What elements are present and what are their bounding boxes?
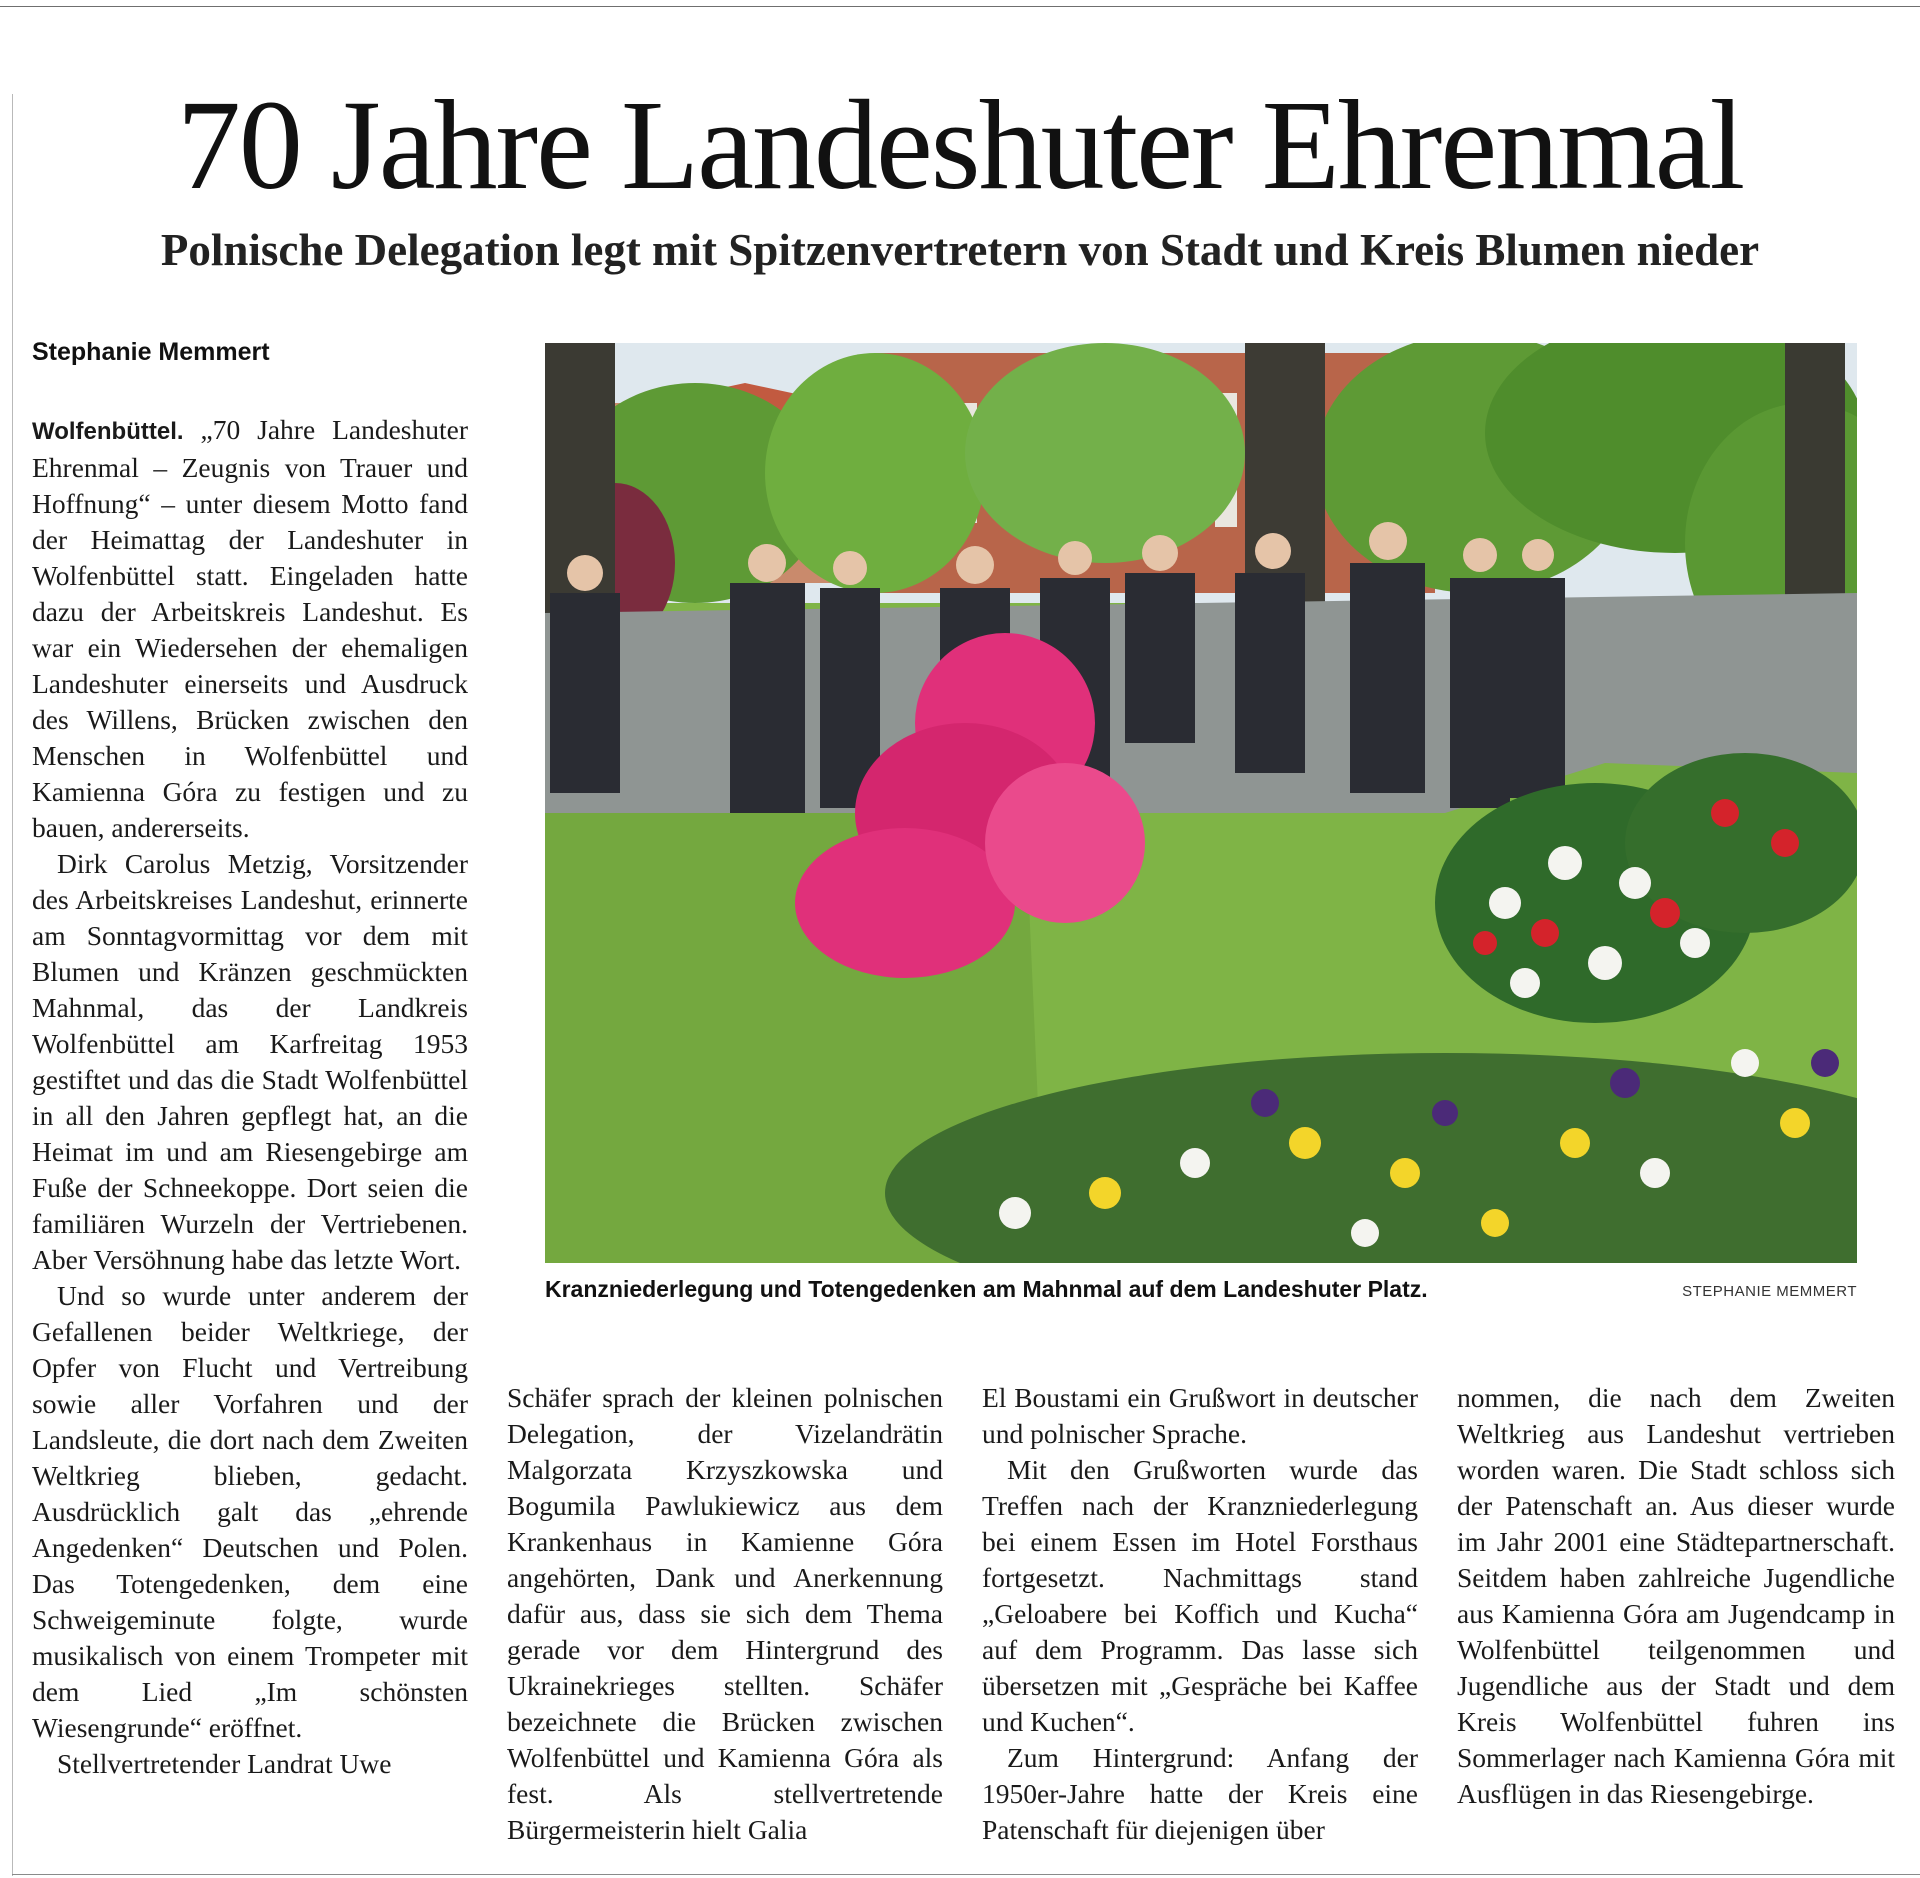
top-rule	[0, 6, 1920, 7]
subheadline: Polnische Delegation legt mit Spitzenvertretern von Stadt und Kreis Blumen nieder	[160, 225, 1760, 275]
paragraph: Zum Hintergrund: Anfang der 1950er-Jahre hatte der Kreis eine Patenschaft für diejenigen über	[982, 1742, 1418, 1845]
article-photo	[545, 343, 1857, 1263]
paragraph: Mit den Grußworten wurde das Treffen nach der Kranzniederlegung bei einem Essen im Hotel Forsthaus fortgesetzt. Nachmittags stand „Geloabere bei Koffich und Kucha“ auf dem Programm. Das lasse sich übersetzen mit „Gespräche bei Kaffee und Kuchen“.	[982, 1454, 1418, 1737]
dateline: Wolfenbüttel.	[32, 418, 184, 445]
column-rule	[12, 94, 13, 1876]
paragraph: El Boustami ein Grußwort in deutscher und polnischer Sprache.	[982, 1382, 1418, 1449]
paragraph: Dirk Carolus Metzig, Vorsitzender des Arbeitskreises Landeshut, erinnerte am Sonntagvormittag vor dem mit Blumen und Kränzen geschmückten Mahnmal, das der Landkreis Wolfenbüttel am Karfreitag 1953 gestiftet und das die Stadt Wolfenbüttel in all den Jahren gepflegt hat, an die Heimat im und am Riesengebirge am Fuße der Schneekoppe. Dort seien die familiären Wurzeln der Vertriebenen. Aber Versöhnung habe das letzte Wort.	[32, 848, 468, 1275]
article-column-3	[982, 1380, 1418, 1848]
author-byline: Stephanie Memmert	[32, 338, 270, 366]
photo-tree-trunk	[1245, 343, 1325, 613]
article-column-2	[507, 1380, 943, 1848]
paragraph-text: „70 Jahre Landeshuter Ehrenmal – Zeugnis von Trauer und Hoffnung“ – unter diesem Motto fand der Heimattag der Landeshuter in Wolfenbüttel statt. Eingeladen hatte dazu der Arbeitskreis Landeshut. Es war ein Wiedersehen der ehemaligen Landeshuter einerseits und Ausdruck des Willens, Brücken zwischen den Menschen in Wolfenbüttel und Kamienna Góra zu festigen und zu bauen, andererseits.	[32, 414, 468, 843]
photo-caption: Kranzniederlegung und Totengedenken am Mahnmal auf dem Landeshuter Platz.	[545, 1276, 1428, 1302]
article-column-4	[1457, 1380, 1895, 1812]
article-column-1	[32, 412, 468, 1782]
paragraph: Stellvertretender Landrat Uwe	[57, 1748, 392, 1779]
paragraph: nommen, die nach dem Zweiten Weltkrieg aus Landeshut vertrieben worden waren. Die Stadt schloss sich der Patenschaft an. Aus dieser wurde im Jahr 2001 eine Städtepartnerschaft. Seitdem haben zahlreiche Jugendliche aus Kamienna Góra am Jugendcamp in Wolfenbüttel teilgenommen und Jugendliche aus der Stadt und dem Kreis Wolfenbüttel fuhren ins Sommerlager nach Kamienna Góra mit Ausflügen in das Riesengebirge.	[1457, 1382, 1895, 1809]
paragraph	[32, 412, 468, 846]
paragraph: Schäfer sprach der kleinen polnischen Delegation, der Vizelandrätin Malgorzata Krzyszkowska und Bogumila Pawlukiewicz aus dem Krankenhaus in Kamienne Góra angehörten, Dank und Anerkennung dafür aus, dass sie sich dem Thema gerade vor dem Hintergrund des Ukrainekrieges stellten. Schäfer bezeichnete die Brücken zwischen Wolfenbüttel und Kamienna Góra als fest. Als stellvertretende Bürgermeisterin hielt Galia	[507, 1382, 943, 1845]
bottom-rule	[12, 1874, 1920, 1875]
photo-credit: STEPHANIE MEMMERT	[1682, 1283, 1857, 1300]
headline: 70 Jahre Landeshuter Ehrenmal	[176, 74, 1744, 216]
paragraph: Und so wurde unter anderem der Gefallenen beider Weltkriege, der Opfer von Flucht und Vertreibung sowie aller Vorfahren und der Landsleute, die dort nach dem Zweiten Weltkrieg blieben, gedacht. Ausdrücklich galt das „ehrende Angedenken“ Deutschen und Polen. Das Totengedenken, dem eine Schweigeminute folgte, wurde musikalisch von einem Trompeter mit dem Lied „Im schönsten Wiesengrunde“ eröffnet.	[32, 1280, 468, 1743]
